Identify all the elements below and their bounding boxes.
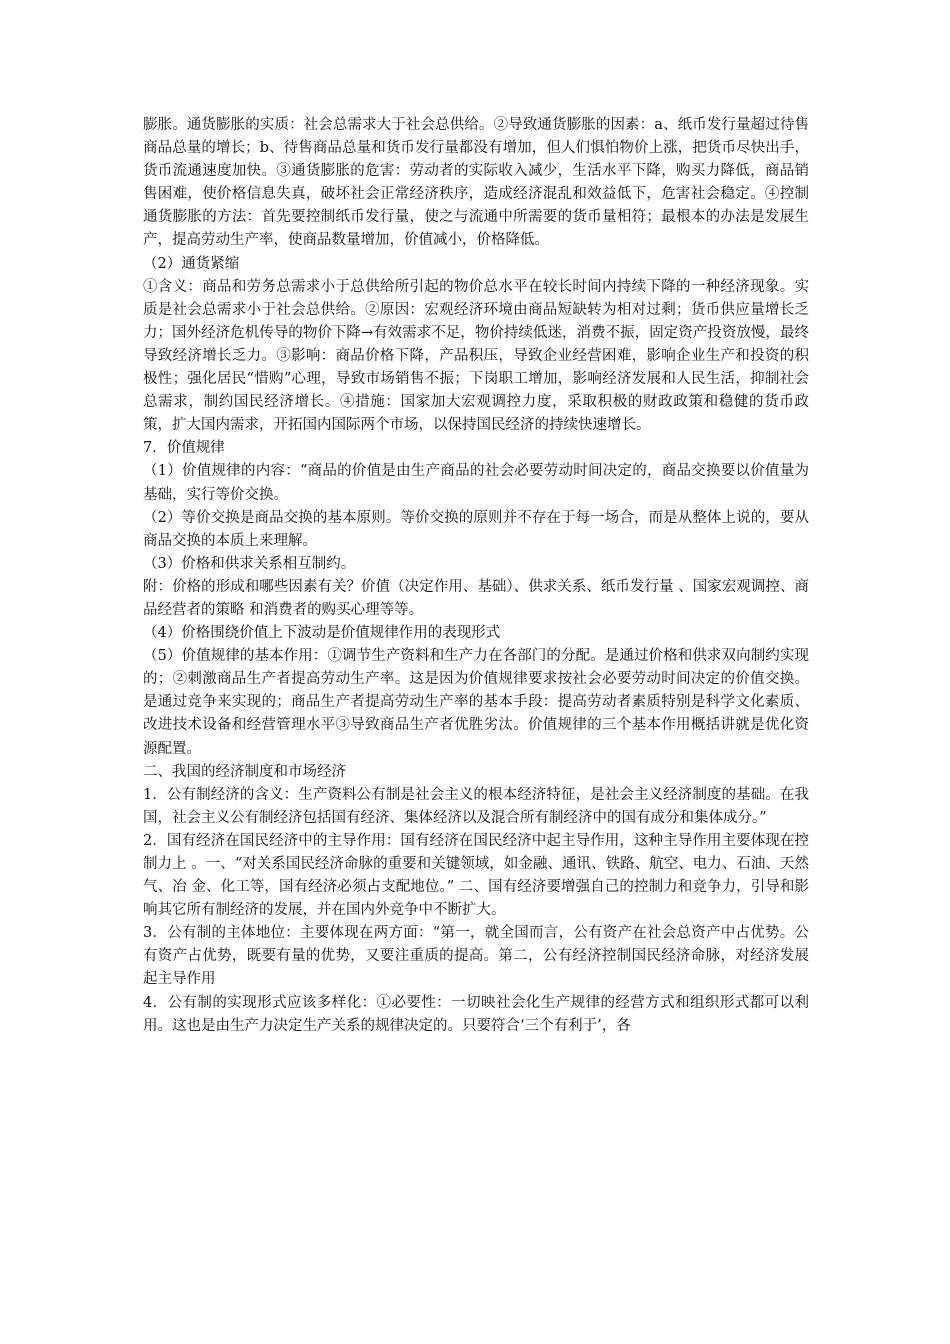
heading-economic-system: 二、我国的经济制度和市场经济 [143,763,346,780]
document-body [143,114,809,1038]
paragraph-inflation-essence: 膨胀。通货膨胀的实质：社会总需求大于社会总供给。②导致通货膨胀的因素：a、纸币发行量超过待售商品总量的增长；b、待售商品总量和货币发行量都没有增加，但人们惧怕物价上涨，把货币尽快出手，货币流通速度加快。③通货膨胀的危害：劳动者的实际收入减少，生活水平下降，购买力降低，商品销售困难，使价格信息失真，破坏社会正常经济秩序，造成经济混乱和效益低下，危害社会稳定。④控制通货膨胀的方法：首先要控制纸币发行量，使之与流通中所需要的货币量相符；最根本的办法是发展生产，提高劳动生产率，使商品数量增加，价值减小，价格降低。 [143,117,809,249]
paragraph-public-ownership-meaning: 1．公有制经济的含义：生产资料公有制是社会主义的根本经济特征，是社会主义经济制度的基础。在我国，社会主义公有制经济包括国有经济、集体经济以及混合所有制经济中的国有成分和集体成分。” [143,786,809,826]
paragraph-price-supply-demand: （3）价格和供求关系相互制约。 [143,555,356,572]
paragraph-law-of-value-content: （1）价值规律的内容：“商品的价值是由生产商品的社会必要劳动时间决定的，商品交换要以价值量为基础，实行等价交换。 [143,463,809,503]
heading-deflation: （2）通货紧缩 [143,255,240,272]
paragraph-public-ownership-forms: 4．公有制的实现形式应该多样化：①必要性：一切映社会化生产规律的经营方式和组织形式都可以利用。这也是由生产力决定生产关系的规律决定的。只要符合‘三个有利于’，各 [143,994,809,1034]
paragraph-equal-exchange: （2）等价交换是商品交换的基本原则。等价交换的原则并不存在于每一场合，而是从整体上说的，要从商品交换的本质上来理解。 [143,509,809,549]
paragraph-state-economy-leading-role: 2．国有经济在国民经济中的主导作用：国有经济在国民经济中起主导作用，这种主导作用主要体现在控制力上 。一、“对关系国民经济命脉的重要和关键领域，如金融、通讯、铁路、航空、电力、石油、天然气、冶 金、化工等，国有经济必须占支配地位。” 二、国有经济要增强自己的控制力和竞争力，引导和影响其它所有制经济的发展，并在国内外竞争中不断扩大。 [143,832,809,919]
paragraph-law-of-value-functions: （5）价值规律的基本作用：①调节生产资料和生产力在各部门的分配。是通过价格和供求双向制约实现的；②刺激商品生产者提高劳动生产率。这是因为价值规律要求按社会必要劳动时间决定的价值交换。是通过竞争来实现的；商品生产者提高劳动生产率的基本手段：提高劳动者素质特别是科学文化素质、改进技术设备和经营管理水平③导致商品生产者优胜劣汰。价值规律的三个基本作用概括讲就是优化资源配置。 [143,648,809,757]
heading-law-of-value: 7．价值规律 [143,440,225,457]
paragraph-public-ownership-dominant: 3．公有制的主体地位：主要体现在两方面：“第一，就全国而言，公有资产在社会总资产中占优势。公有资产占优势，既要有量的优势，又要注重质的提高。第二，公有经济控制国民经济命脉，对经济发展起主导作用 [143,925,809,988]
paragraph-price-fluctuation: （4）价格围绕价值上下波动是价值规律作用的表现形式 [143,625,501,642]
paragraph-deflation-details: ①含义：商品和劳务总需求小于总供给所引起的物价总水平在较长时间内持续下降的一种经济现象。实质是社会总需求小于社会总供给。②原因：宏观经济环境由商品短缺转为相对过剩；货币供应量增长乏力；国外经济危机传导的物价下降→有效需求不足，物价持续低迷，消费不振，固定资产投资放慢，最终导致经济增长乏力。③影响：商品价格下降，产品积压，导致企业经营困难，影响企业生产和投资的积极性；强化居民“惜购”心理，导致市场销售不振；下岗职工增加，影响经济发展和人民生活，抑制社会总需求，制约国民经济增长。④措施：国家加大宏观调控力度，采取积极的财政政策和稳健的货币政策，扩大国内需求，开拓国内国际两个市场，以保持国民经济的持续快速增长。 [143,278,809,434]
paragraph-price-factors-note: 附：价格的形成和哪些因素有关？价值（决定作用、基础）、供求关系、纸币发行量 、国家宏观调控、商品经营者的策略 和消费者的购买心理等等。 [143,578,809,618]
